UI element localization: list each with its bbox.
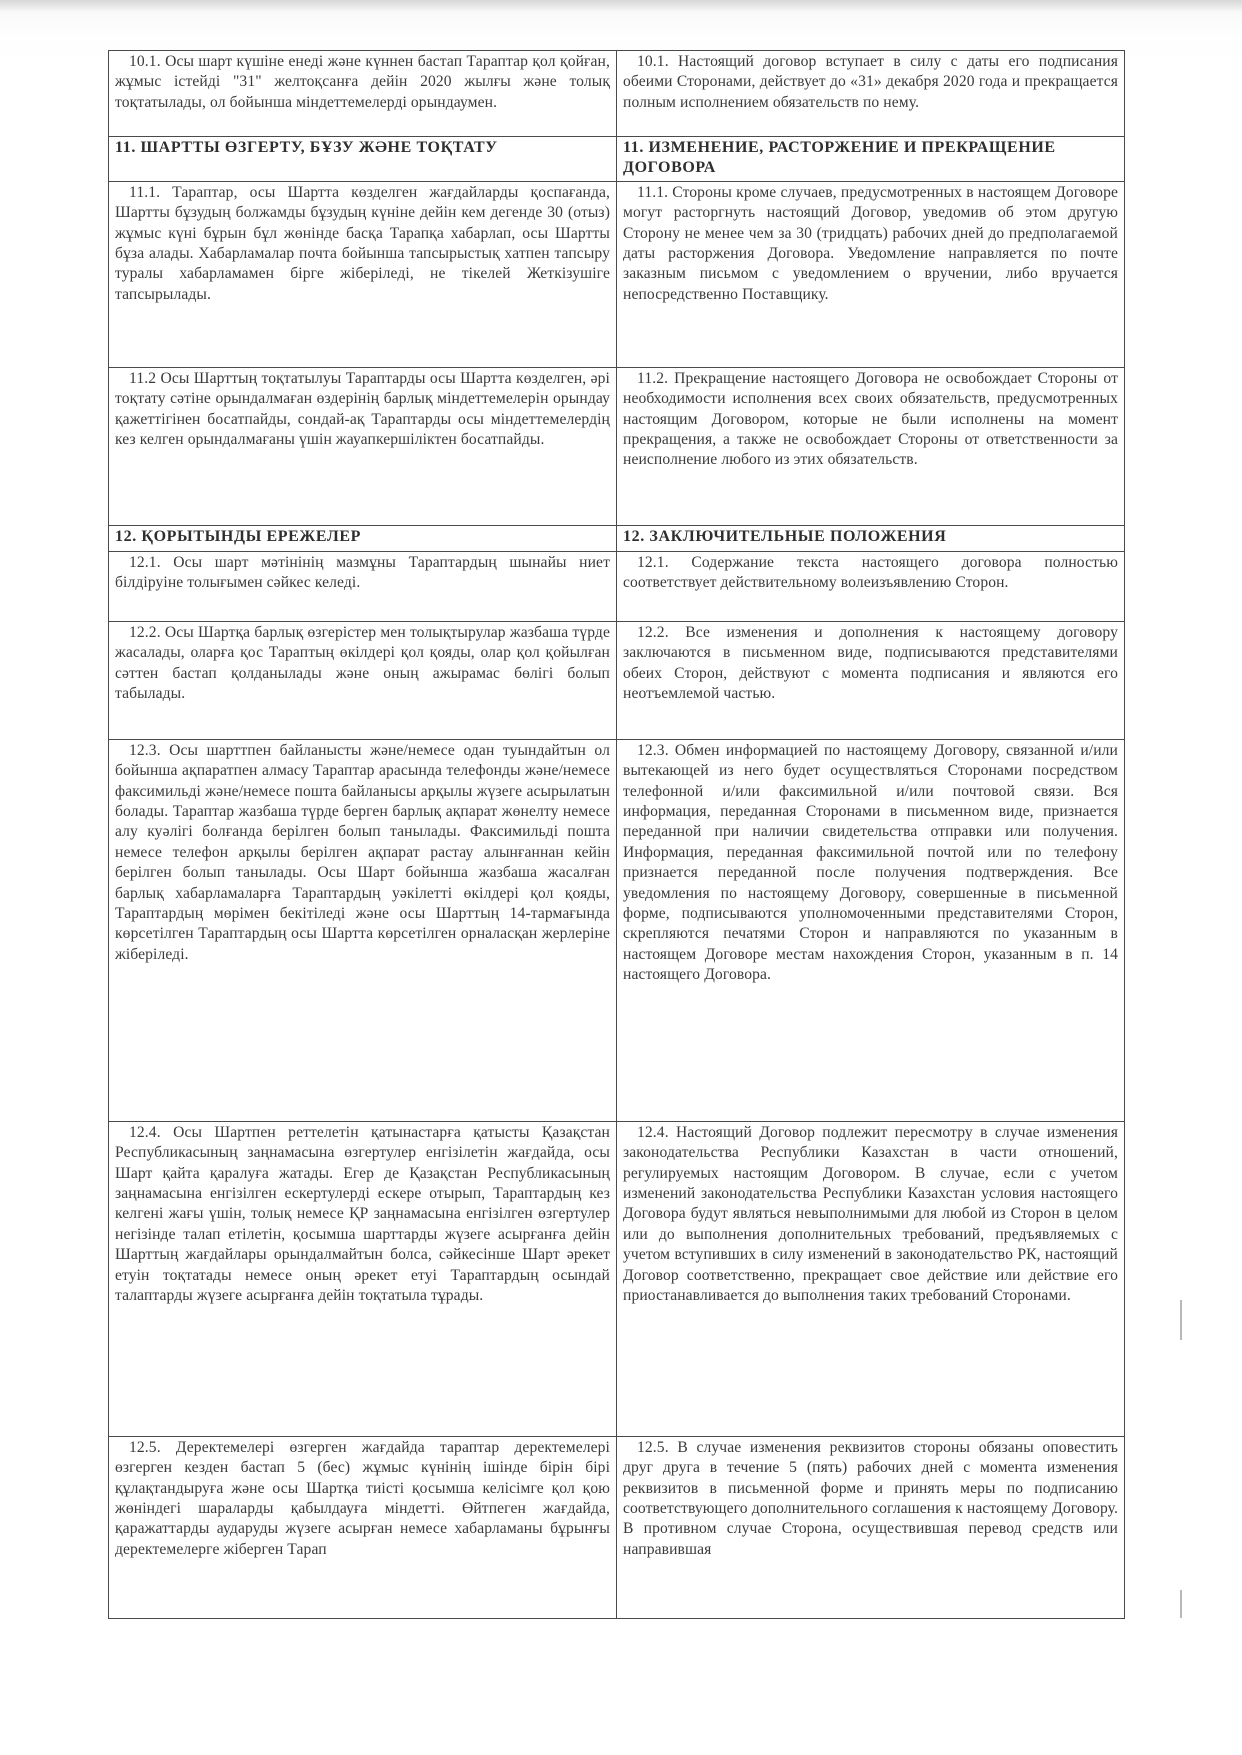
table-row — [109, 367, 1125, 525]
clause-kk-12-5: 12.5. Деректемелері өзгерген жағдайда тараптар деректемелері өзгерген кезден бастап 5 (бес) жұмыс күнінің ішінде бірін бірі құлақтандыруға және осы Шартқа тиісті қосымша келісімге қол қою жөніндегі шараларды қабылдауға міндетті. Өйтпеген жағдайда, қаражаттарды аударуды жүзеге асырған немесе хабарламаны бұрынғы деректемелерге жіберген Тарап — [109, 1436, 617, 1618]
clause-ru-12-5: 12.5. В случае изменения реквизитов стороны обязаны оповестить друг друга в течение 5 (пять) рабочих дней с момента изменения реквизитов в письменной форме и принять меры по подписанию соответствующего дополнительного соглашения к настоящему Договору. В противном случае Сторона, осуществившая перевод средств или направившая — [617, 1436, 1125, 1618]
clause-kk-12-3: 12.3. Осы шарттпен байланысты және/немесе одан туындайтын ол бойынша ақпаратпен алмасу Тараптар арасында телефонды және/немесе факсимильді және/немесе пошта байланысы арқылы жүзеге асырылатын болады. Тараптар жазбаша түрде берген барлық ақпарат жөнелту немесе алу куәлігі болғанда берілген болып танылады. Факсимильді пошта немесе телефон арқылы берілген ақпарат растау алынғаннан кейін берілген болып танылады. Осы Шарт бойынша жазбаша жасалған барлық хабарламаларға Тараптардың уәкілетті өкілдері қол қояды, Тараптардың мөрімен бекітіледі және осы Шарттың 14-тармағында көрсетілген Тараптардың осы Шартта көрсетілген орналасқан жерлеріне жіберіледі. — [109, 739, 617, 1121]
clause-ru-11-2: 11.2. Прекращение настоящего Договора не освобождает Стороны от необходимости исполнения всех своих обязательств, предусмотренных настоящим Договором, которые не были исполнены на момент прекращения, а также не освобождает Стороны от ответственности за неисполнение любого из этих обязательств. — [617, 367, 1125, 525]
margin-mark — [1180, 1300, 1182, 1340]
clause-kk-11-2: 11.2 Осы Шарттың тоқтатылуы Тараптарды осы Шартта көзделген, әрі тоқтату сәтіне орындалмаған өздерінің барлық міндеттемелерін орындау қажеттігінен босатпайды, сондай-ақ Тараптарды осы міндеттемелердің кез келген орындалмағаны үшін жауапкершіліктен босатпайды. — [109, 367, 617, 525]
table-row — [109, 1121, 1125, 1436]
clause-ru-12-1: 12.1. Содержание текста настоящего договора полностью соответствует действительному волеизъявлению Сторон. — [617, 551, 1125, 621]
table-row — [109, 1436, 1125, 1618]
table-row — [109, 181, 1125, 367]
margin-mark — [1180, 1590, 1182, 1618]
table-row — [109, 551, 1125, 621]
clause-ru-10-1: 10.1. Настоящий договор вступает в силу с даты его подписания обеими Сторонами, действует до «31» декабря 2020 года и прекращается полным исполнением обязательств по нему. — [617, 51, 1125, 137]
scan-top-shadow — [0, 0, 1242, 12]
clause-kk-10-1: 10.1. Осы шарт күшіне енеді және күннен бастап Тараптар қол қойған, жұмыс істейді "31" желтоқсанға дейін 2020 жылғы және толық тоқтатылады, ол бойынша міндеттемелерді орындаумен. — [109, 51, 617, 137]
section-heading-kk-11: 11. ШАРТТЫ ӨЗГЕРТУ, БҰЗУ ЖӘНЕ ТОҚТАТУ — [109, 137, 617, 182]
clause-kk-12-2: 12.2. Осы Шартқа барлық өзгерістер мен толықтырулар жазбаша түрде жасалады, оларға қос Тараптың өкілдері қол қояды, олар қол қойылған сәттен бастап қолданылады және оның ажырамас бөлігі болып табылады. — [109, 621, 617, 739]
table-row — [109, 51, 1125, 137]
clause-kk-12-1: 12.1. Осы шарт мәтінінің мазмұны Тараптардың шынайы ниет білдіруіне толығымен сәйкес келеді. — [109, 551, 617, 621]
table-row — [109, 137, 1125, 182]
table-row — [109, 621, 1125, 739]
clause-ru-12-4: 12.4. Настоящий Договор подлежит пересмотру в случае изменения законодательства Республики Казахстан в части отношений, регулируемых настоящим Договором. В случае, если с учетом изменений законодательства Республики Казахстан условия настоящего Договора будут являться невыполнимыми для любой из Сторон в целом или до выполнения дополнительных требований, предъявляемых с учетом вступивших в силу изменений в законодательство РК, настоящий Договор соответственно, прекращает свое действие или действие его приостанавливается до выполнения таких требований Сторонами. — [617, 1121, 1125, 1436]
clause-ru-12-2: 12.2. Все изменения и дополнения к настоящему договору заключаются в письменном виде, подписываются представителями обеих Сторон, действуют с момента подписания и являются его неотъемлемой частью. — [617, 621, 1125, 739]
table-row — [109, 525, 1125, 551]
section-heading-ru-11: 11. ИЗМЕНЕНИЕ, РАСТОРЖЕНИЕ И ПРЕКРАЩЕНИЕ ДОГОВОРА — [617, 137, 1125, 182]
clause-kk-11-1: 11.1. Тараптар, осы Шартта көзделген жағдайларды қоспағанда, Шартты бұзудың болжамды бұзудың күніне дейін кем дегенде 30 (отыз) жұмыс күні бұрын бұл жөнінде басқа Тарапқа хабарлап, осы Шартты бұза алады. Хабарламалар почта бойынша тапсырыстық хатпен тапсыру туралы хабарламамен бірге жіберіледі, не тікелей Жеткізушіге тапсырылады. — [109, 181, 617, 367]
bilingual-contract-table — [108, 50, 1125, 1619]
section-heading-kk-12: 12. ҚОРЫТЫНДЫ ЕРЕЖЕЛЕР — [109, 525, 617, 551]
table-row — [109, 739, 1125, 1121]
clause-ru-12-3: 12.3. Обмен информацией по настоящему Договору, связанной и/или вытекающей из него будет осуществляться Сторонами посредством телефонной и/или факсимильной и/или почтовой связи. Вся информация, переданная Сторонами в письменном виде, признается переданной при наличии свидетельства отправки или получения. Информация, переданная факсимильной почтой или по телефону признается переданной после получения подтверждения. Все уведомления по настоящему Договору, совершенные в письменной форме, подписываются уполномоченными представителями Сторон, скрепляются печатями Сторон и направляются по указанным в настоящем Договоре местам нахождения Сторон, указанным в п. 14 настоящего Договора. — [617, 739, 1125, 1121]
section-heading-ru-12: 12. ЗАКЛЮЧИТЕЛЬНЫЕ ПОЛОЖЕНИЯ — [617, 525, 1125, 551]
clause-kk-12-4: 12.4. Осы Шартпен реттелетін қатынастарға қатысты Қазақстан Республикасының заңнамасына өзгертулер енгізілетін жағдайда, осы Шарт қайта қаралуға жатады. Егер де Қазақстан Республикасының заңнамасына енгізілген ескертулерді ескере отырып, Тараптардың кез келгені жағы үшін, толық немесе ҚР заңнамасына енгізілген өзгертулер негізінде талап етілетін, қосымша шарттарды жүзеге асырғанға дейін Шарттың жағдайлары орындалмайтын болса, сәйкесінше Шарт әрекет етуін тоқтатады немесе оның әрекет етуі Тараптардың осындай талаптарды жүзеге асырғанға дейін тоқтатыла тұрады. — [109, 1121, 617, 1436]
clause-ru-11-1: 11.1. Стороны кроме случаев, предусмотренных в настоящем Договоре могут расторгнуть настоящий Договор, уведомив об этом другую Сторону не менее чем за 30 (тридцать) рабочих дней до предполагаемой даты расторжения Договора. Уведомление направляется по почте заказным письмом с уведомлением о вручении, либо вручается непосредственно Поставщику. — [617, 181, 1125, 367]
